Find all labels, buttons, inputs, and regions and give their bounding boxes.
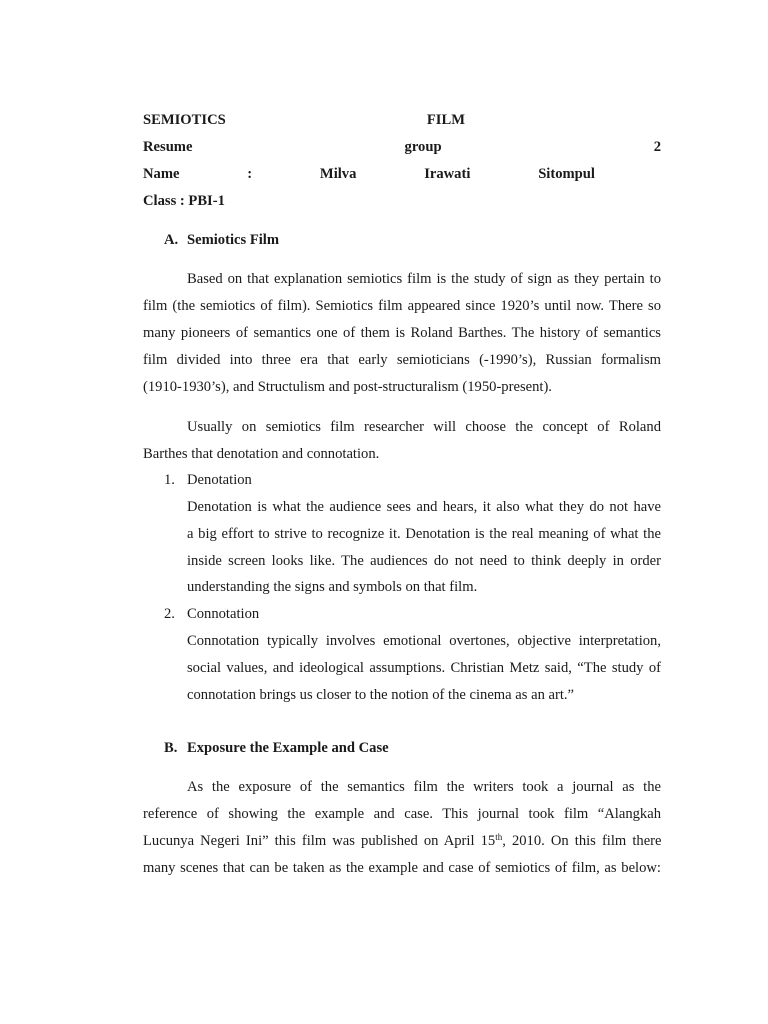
name-label: Name: [143, 166, 180, 182]
title-word-film: FILM: [426, 112, 465, 128]
para1-line: many pioneers of semantics one of them is Roland Barthes. The history of semantics: [143, 325, 661, 341]
section-b-line: As the exposure of the semantics film the writers took a journal as the: [187, 779, 661, 795]
connotation-line: Connotation typically involves emotional overtones, objective interpretation,: [187, 633, 661, 649]
section-b-line3-start: [143, 832, 662, 850]
denotation-line: a big effort to strive to recognize it. Denotation is the real meaning of what the: [187, 526, 661, 542]
connotation-line: social values, and ideological assumptions. Christian Metz said, “The study of: [187, 660, 661, 676]
connotation-line: connotation brings us closer to the notion of the cinema as an art.”: [187, 687, 575, 703]
section-a-heading: [164, 231, 279, 249]
date-year-text: , 2010. On this film there: [502, 833, 662, 849]
section-a-marker: A.: [164, 232, 179, 248]
denotation-line: inside screen looks like. The audiences do not need to think deeply in order: [187, 553, 661, 569]
title-word-semiotics: SEMIOTICS: [143, 112, 226, 128]
section-b-heading: [164, 739, 389, 757]
para1-line: film divided into three era that early semioticians (-1990’s), Russian formalism: [143, 352, 661, 368]
title-line: [143, 111, 465, 129]
section-b-line: many scenes that can be taken as the example and case of semiotics of film, as below:: [143, 860, 661, 876]
name-colon: :: [247, 166, 253, 182]
list-item-title: Denotation: [187, 472, 252, 488]
para2-line: Barthes that denotation and connotation.: [143, 446, 380, 462]
para1-line: (1910-1930’s), and Structulism and post-structuralism (1950-present).: [143, 379, 552, 395]
section-a-title: Semiotics Film: [187, 232, 280, 248]
para1-line: Based on that explanation semiotics film is the study of sign as they pertain to: [187, 271, 661, 287]
name-middle: Irawati: [424, 166, 471, 182]
para2-line: Usually on semiotics film researcher will choose the concept of Roland: [187, 419, 661, 435]
group-number: 2: [653, 139, 661, 155]
denotation-line: understanding the signs and symbols on that film.: [187, 579, 478, 595]
resume-line: [143, 138, 661, 156]
ordinal-suffix: th: [495, 832, 503, 842]
class-line: Class : PBI-1: [143, 193, 225, 209]
name-line: [143, 165, 595, 183]
section-b-marker: B.: [164, 740, 178, 756]
section-b-line: reference of showing the example and case. This journal took film “Alangkah: [143, 806, 661, 822]
date-text: Lucunya Negeri Ini” this film was published on April 15: [143, 833, 496, 849]
name-last: Sitompul: [538, 166, 595, 182]
group-word: group: [404, 139, 442, 155]
resume-word: Resume: [143, 139, 193, 155]
denotation-line: Denotation is what the audience sees and hears, it also what they do not have: [187, 499, 661, 515]
list-item-connotation: [164, 605, 259, 623]
list-item-denotation: [164, 471, 252, 489]
section-b-line: [143, 832, 661, 850]
list-marker: 1.: [164, 472, 175, 488]
list-marker: 2.: [164, 606, 175, 622]
list-item-title: Connotation: [187, 606, 260, 622]
name-first: Milva: [319, 166, 357, 182]
section-b-title: Exposure the Example and Case: [187, 740, 389, 756]
para1-line: film (the semiotics of film). Semiotics film appeared since 1920’s until now. There so: [143, 298, 661, 314]
